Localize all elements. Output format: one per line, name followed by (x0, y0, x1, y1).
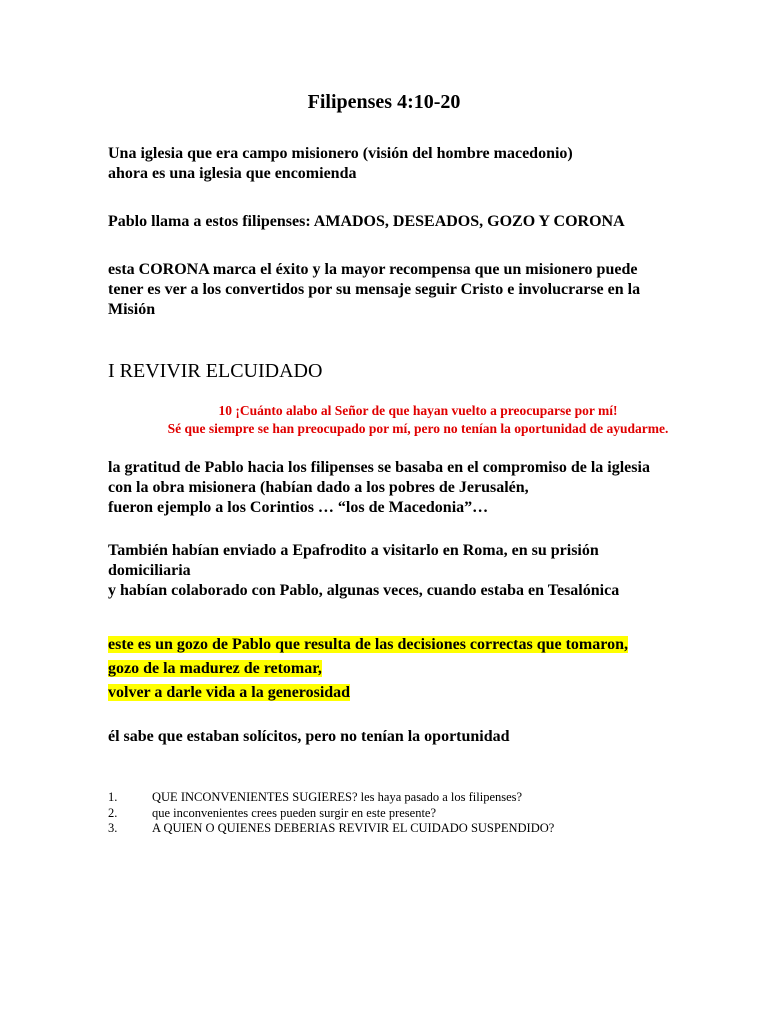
verse-line: 10 ¡Cuánto alabo al Señor de que hayan vuelto a preocuparse por mí! (218, 403, 618, 418)
epafrodito-line: También habían enviado a Epafrodito a visitarlo en Roma, en su prisión (108, 542, 599, 559)
list-item (108, 806, 728, 822)
list-text: que inconvenientes crees pueden surgir en este presente? (152, 805, 437, 820)
solicitos-line: él sabe que estaban solícitos, pero no tenían la oportunidad (108, 728, 510, 745)
list-item (108, 790, 728, 806)
section-heading: I REVIVIR ELCUIDADO (108, 360, 323, 382)
highlighted-paragraph (108, 633, 728, 705)
gratitud-line: la gratitud de Pablo hacia los filipenses se basaba en el compromiso de la iglesia (108, 459, 650, 476)
intro-line: Una iglesia que era campo misionero (visión del hombre macedonio) (108, 145, 573, 162)
highlighted-line: gozo de la madurez de retomar, (108, 660, 322, 677)
gratitud-paragraph (108, 458, 728, 518)
verse-line: Sé que siempre se han preocupado por mí, pero no tenían la oportunidad de ayudarme. (167, 421, 669, 436)
corona-line: esta CORONA marca el éxito y la mayor recompensa que un misionero puede (108, 261, 638, 278)
intro-paragraph (108, 144, 728, 184)
epafrodito-line: y habían colaborado con Pablo, algunas veces, cuando estaba en Tesalónica (108, 582, 620, 599)
list-number: 2. (108, 805, 118, 820)
verse-quote (0, 402, 768, 438)
list-item (108, 821, 728, 837)
questions-list (108, 790, 728, 837)
corona-line: tener es ver a los convertidos por su mensaje seguir Cristo e involucrarse en la (108, 281, 641, 298)
list-text: A QUIEN O QUIENES DEBERIAS REVIVIR EL CUIDADO SUSPENDIDO? (152, 821, 555, 835)
pablo-llama-line: Pablo llama a estos filipenses: AMADOS, DESEADOS, GOZO Y CORONA (108, 213, 625, 230)
list-number: 3. (108, 821, 118, 835)
highlighted-line: volver a darle vida a la generosidad (108, 684, 351, 701)
gratitud-line: con la obra misionera (habían dado a los pobres de Jerusalén, (108, 479, 529, 496)
corona-line: Misión (108, 301, 156, 318)
gratitud-line: fueron ejemplo a los Corintios … “los de Macedonia”… (108, 499, 489, 516)
highlighted-line: este es un gozo de Pablo que resulta de las decisiones correctas que tomaron, (108, 636, 628, 653)
pablo-llama-paragraph (108, 212, 728, 232)
page-title: Filipenses 4:10-20 (307, 91, 461, 113)
corona-paragraph (108, 260, 728, 320)
list-number: 1. (108, 790, 118, 804)
solicitos-paragraph (108, 727, 728, 747)
list-text: QUE INCONVENIENTES SUGIERES? les haya pasado a los filipenses? (152, 790, 523, 804)
intro-line: ahora es una iglesia que encomienda (108, 165, 357, 182)
epafrodito-paragraph (108, 541, 728, 601)
epafrodito-line: domiciliaria (108, 562, 191, 579)
